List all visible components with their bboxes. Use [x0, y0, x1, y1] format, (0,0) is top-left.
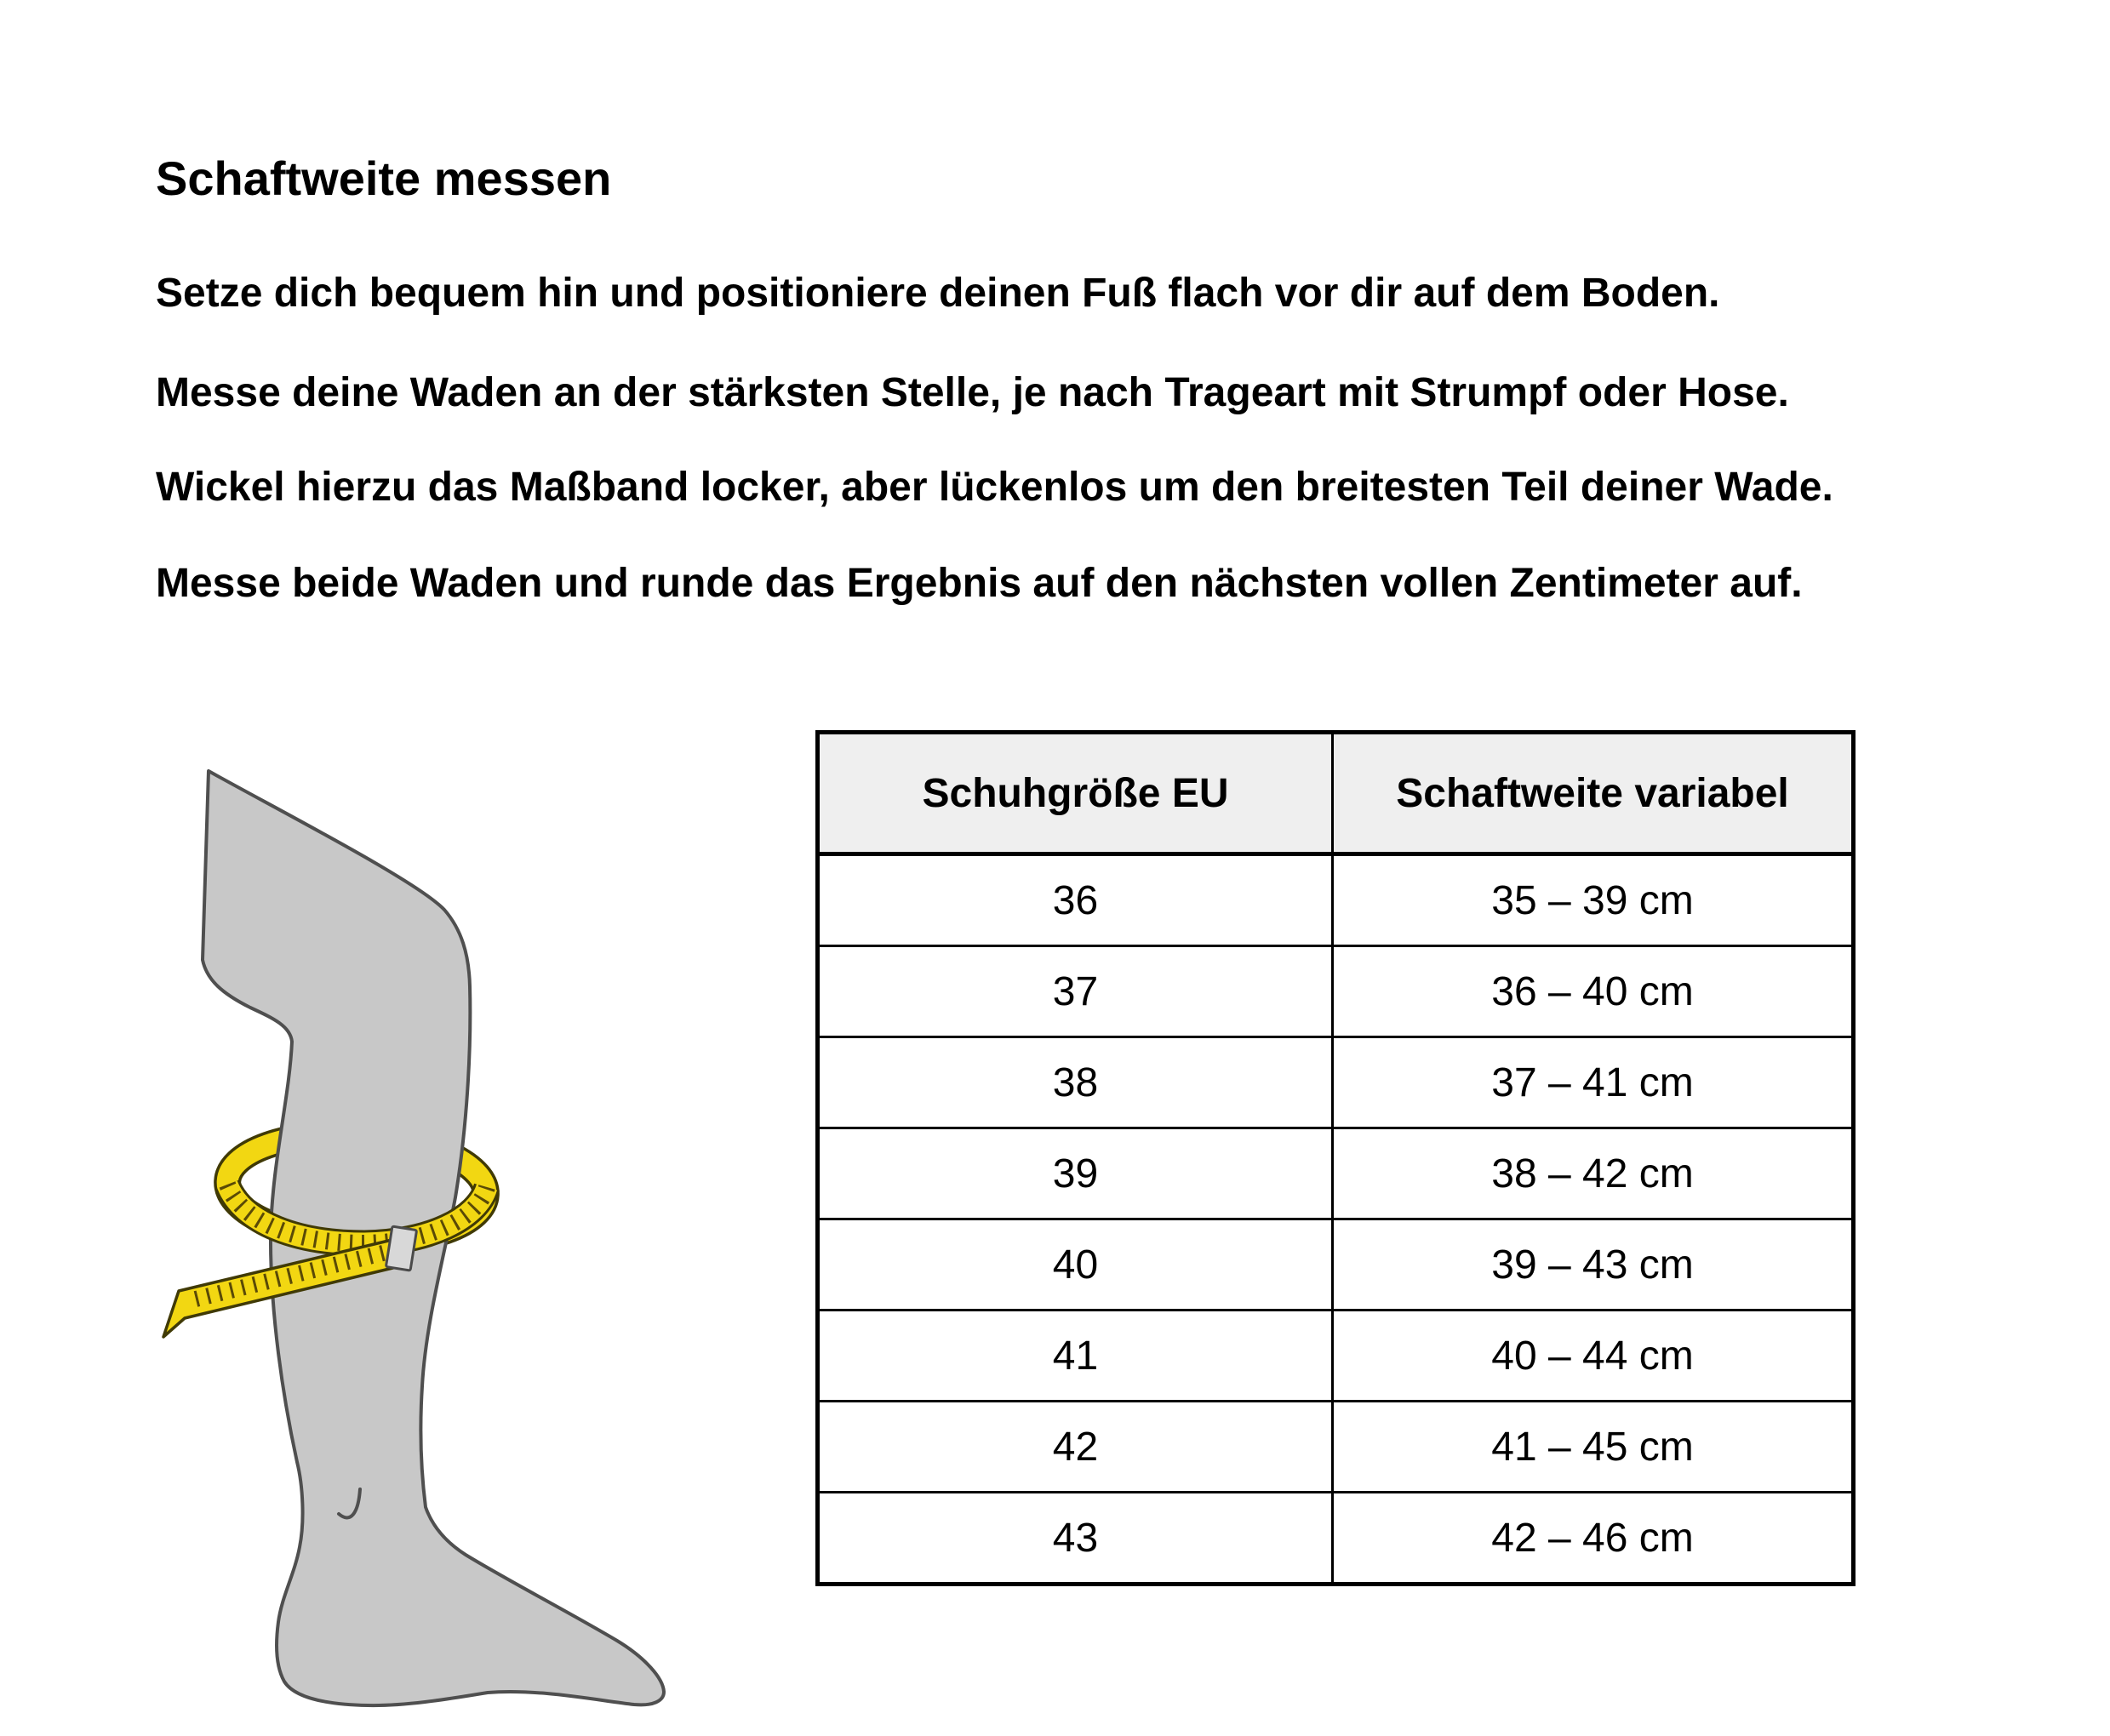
instruction-paragraph-4: Messe beide Waden und runde das Ergebnis auf den nächsten vollen Zentimeter auf.: [156, 561, 1803, 606]
page-title: Schaftweite messen: [156, 151, 612, 205]
shoe-size-cell: 40: [818, 1219, 1333, 1311]
size-table-header: [818, 733, 1854, 854]
size-table-header-shaft-width: Schaftweite variabel: [1333, 733, 1854, 854]
shoe-size-cell: 38: [818, 1037, 1333, 1128]
shoe-size-cell: 37: [818, 946, 1333, 1037]
shaft-width-cell: 40 – 44 cm: [1333, 1311, 1854, 1402]
size-table-body: [818, 854, 1854, 1585]
shoe-size-cell: 43: [818, 1493, 1333, 1585]
shaft-width-cell: 39 – 43 cm: [1333, 1219, 1854, 1311]
instruction-paragraph-2: Messe deine Waden an der stärksten Stelle, je nach Trageart mit Strumpf oder Hose.: [156, 370, 1789, 415]
table-row: [818, 1402, 1854, 1493]
shaft-width-cell: 36 – 40 cm: [1333, 946, 1854, 1037]
size-table-header-row: [818, 733, 1854, 854]
shaft-width-cell: 37 – 41 cm: [1333, 1037, 1854, 1128]
shaft-width-cell: 42 – 46 cm: [1333, 1493, 1854, 1585]
table-row: [818, 1037, 1854, 1128]
shaft-width-cell: 38 – 42 cm: [1333, 1128, 1854, 1219]
instruction-paragraph-1: Setze dich bequem hin und positioniere deinen Fuß flach vor dir auf dem Boden.: [156, 271, 1720, 316]
shaft-width-cell: 41 – 45 cm: [1333, 1402, 1854, 1493]
size-table: [815, 730, 1856, 1586]
shaft-width-cell: 35 – 39 cm: [1333, 854, 1854, 946]
leg-measuring-illustration: [102, 732, 775, 1736]
shoe-size-cell: 41: [818, 1311, 1333, 1402]
table-row: [818, 1311, 1854, 1402]
table-row: [818, 946, 1854, 1037]
shoe-size-cell: 36: [818, 854, 1333, 946]
table-row: [818, 1493, 1854, 1585]
table-row: [818, 854, 1854, 946]
shoe-size-cell: 39: [818, 1128, 1333, 1219]
instruction-paragraph-3: Wickel hierzu das Maßband locker, aber lückenlos um den breitesten Teil deiner Wade.: [156, 465, 1833, 510]
tape-buckle: [386, 1226, 416, 1271]
table-row: [818, 1219, 1854, 1311]
table-row: [818, 1128, 1854, 1219]
size-table-header-shoe-size: Schuhgröße EU: [818, 733, 1333, 854]
shoe-size-cell: 42: [818, 1402, 1333, 1493]
